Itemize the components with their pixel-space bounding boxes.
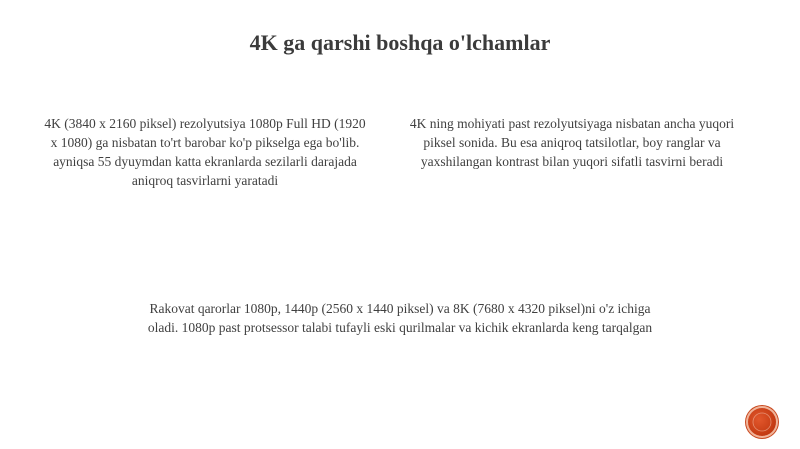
right-text-block: 4K ning mohiyati past rezolyutsiyaga nisbatan ancha yuqori piksel sonida. Bu esa aniqroq tatsilotlar, boy ranglar va yaxshilangan kontrast bilan yuqori sifatli tasvirni beradi [409, 116, 735, 169]
left-text-block: 4K (3840 x 2160 piksel) rezolyutsiya 1080p Full HD (1920 x 1080) ga nisbatan to'rt barobar ko'p pikselga ega bo'lib. ayniqsa 55 dyuymdan katta ekranlarda sezilarli darajada aniqroq tasvirlarni yaratadi [44, 116, 366, 188]
next-slide-button[interactable] [748, 408, 776, 436]
next-slide-icon [748, 408, 776, 436]
slide-title: 4K ga qarshi boshqa o'lchamlar [249, 30, 551, 55]
bottom-text-block: Rakovat qarorlar 1080p, 1440p (2560 x 1440 piksel) va 8K (7680 x 4320 piksel)ni o'z ichiga oladi. 1080p past protsessor talabi tufayli eski qurilmalar va kichik ekranlarda keng tarqalgan [147, 301, 653, 335]
